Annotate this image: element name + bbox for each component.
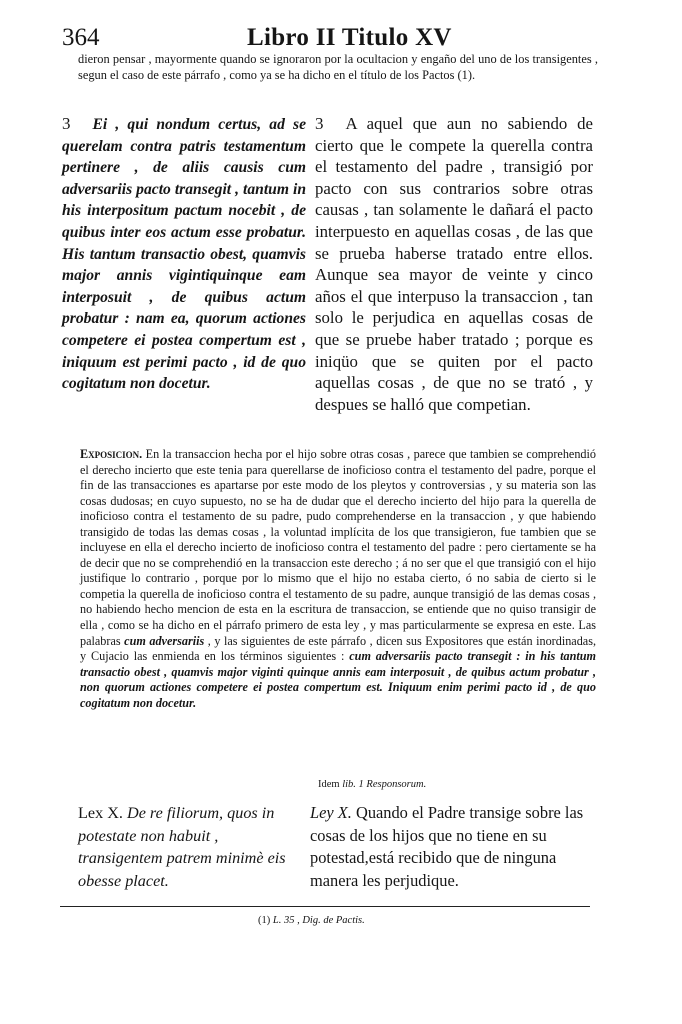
running-title: Libro II Titulo XV <box>247 24 452 51</box>
lex-latin-heading: Lex X. <box>78 804 123 822</box>
exposicion-body: En la transaccion hecha por el hijo sobre otras cosas , parece que tambien se comprehendió el derecho incierto que este tenia para querellarse de inoficioso contra el testamento del padre, porque el fin de las transacciones es apartarse por este modo de los pleytos y controversias , y su materia son las cosas dudosas; en cuyo supuesto, no se ha de dudar que el derecho incierto del hijo para la querella de inoficioso contra el testamento de su padre, pudo comprehenderse en la transaccion , y que habiendo transigido de todas las demas cosas , la voluntad implícita de los que transigieron, fue tambien que se incluyese en ella el derecho incierto de inoficioso contra el testamento del padre : pero ciertamente se ha de decir que no se comprehendió en la transaccion este derecho ; á no ser que el que transigió con el hijo justifique lo contrario , porque por lo mismo que el hijo no estaba cierto, ó no sabia de cierto si le competia la querella de inoficioso contra el testamento de su padre, aunque transigió de las demas cosas , no habiendo hecho mencion de esta en la escritura de transaccion, se entiende que no quiso transigir de ella , como se ha dicho en el párrafo primero de esta ley , y mas particularmente se expresa en este. Las palabras <box>80 447 597 648</box>
footnote-divider <box>60 906 590 907</box>
source-citation <box>318 778 426 792</box>
spanish-text: A aquel que aun no sabiendo de cierto que le compete la querella contra el testamento del padre , transigió por pacto con sus contrarios sobre otras causas , tan solamente le dañará el pacto interpuesto en aquellas cosas , de las que se prueba haberse tratado entre ellos. Aunque sea mayor de veinte y cinco años el que interpuso la transaccion , tan solo le perjudica en aquellas cosas de que se pruebe haber tratado ; porque es iniqüo que se quiten por el pacto aquellas cosas , de que no se trató , y despues se halló que competian. <box>315 114 593 414</box>
paragraph-number: 3 <box>62 114 71 133</box>
exposicion-commentary <box>80 447 596 711</box>
ley-x-spanish <box>310 802 595 892</box>
paragraph-number-spanish: 3 <box>315 114 324 133</box>
exposicion-middle: , y las siguientes de este párrafo , dicen sus Expositores que están inordinadas, y Cujacio las enmienda en los términos siguientes : <box>80 633 597 664</box>
footnote <box>258 914 365 928</box>
exposicion-label: Exposicion. <box>80 447 143 461</box>
page-number: 364 <box>62 24 100 51</box>
latin-paragraph-3 <box>62 113 306 395</box>
exposicion-italic-quote-1: cum adversariis <box>124 633 205 648</box>
spanish-paragraph-3 <box>315 113 593 415</box>
page-header <box>62 22 592 56</box>
continued-paragraph: dieron pensar , mayormente quando se ignoraron por la ocultacion y engaño del uno de los transigentes , segun el caso de este párrafo , como ya se ha dicho en el título de los Pactos (1). <box>78 52 598 82</box>
ley-spanish-heading: Ley X. <box>310 803 352 822</box>
exposicion-italic-quote-2: cum adversariis pacto transegit : in his tantum transactio obest , quamvis major viginti quinque annis eam interposuit , de quibus actum probatur , non quorum actiones competere ei postea compertum est. Iniquum enim perimi pacto id , de quo cogitatum non docetur. <box>80 649 597 710</box>
lex-latin-rest: , quos in potestate non habuit , transigentem patrem minimè eis obesse placet. <box>78 804 286 890</box>
citation-author: Idem <box>318 779 340 790</box>
footnote-text: L. 35 , Dig. de Pactis. <box>272 915 365 926</box>
citation-work: lib. 1 Responsorum. <box>342 779 427 790</box>
footnote-marker: (1) <box>258 915 271 926</box>
latin-text: Ei , qui nondum certus, ad se querelam contra patris testamentum pertinere , de aliis causis cum adversariis pacto transegit , tantum in his interpositum pactum nocebit , de quibus inter eos actum esse probatur. His tantum transactio obest, quamvis major annis vigintiquinque eam interposuit , de quibus actum probatur : nam ea, quorum actiones competere ei postea compertum est , iniquum est perimi pacto , id de quo cogitatum non docetur. <box>62 116 306 393</box>
lex-latin-title: De re filiorum <box>127 804 220 822</box>
lex-x-latin <box>78 802 300 892</box>
ley-spanish-text: Quando el Padre transige sobre las cosas de los hijos que no tiene en su potestad,está recibido que de ninguna manera les perjudique. <box>310 803 584 890</box>
